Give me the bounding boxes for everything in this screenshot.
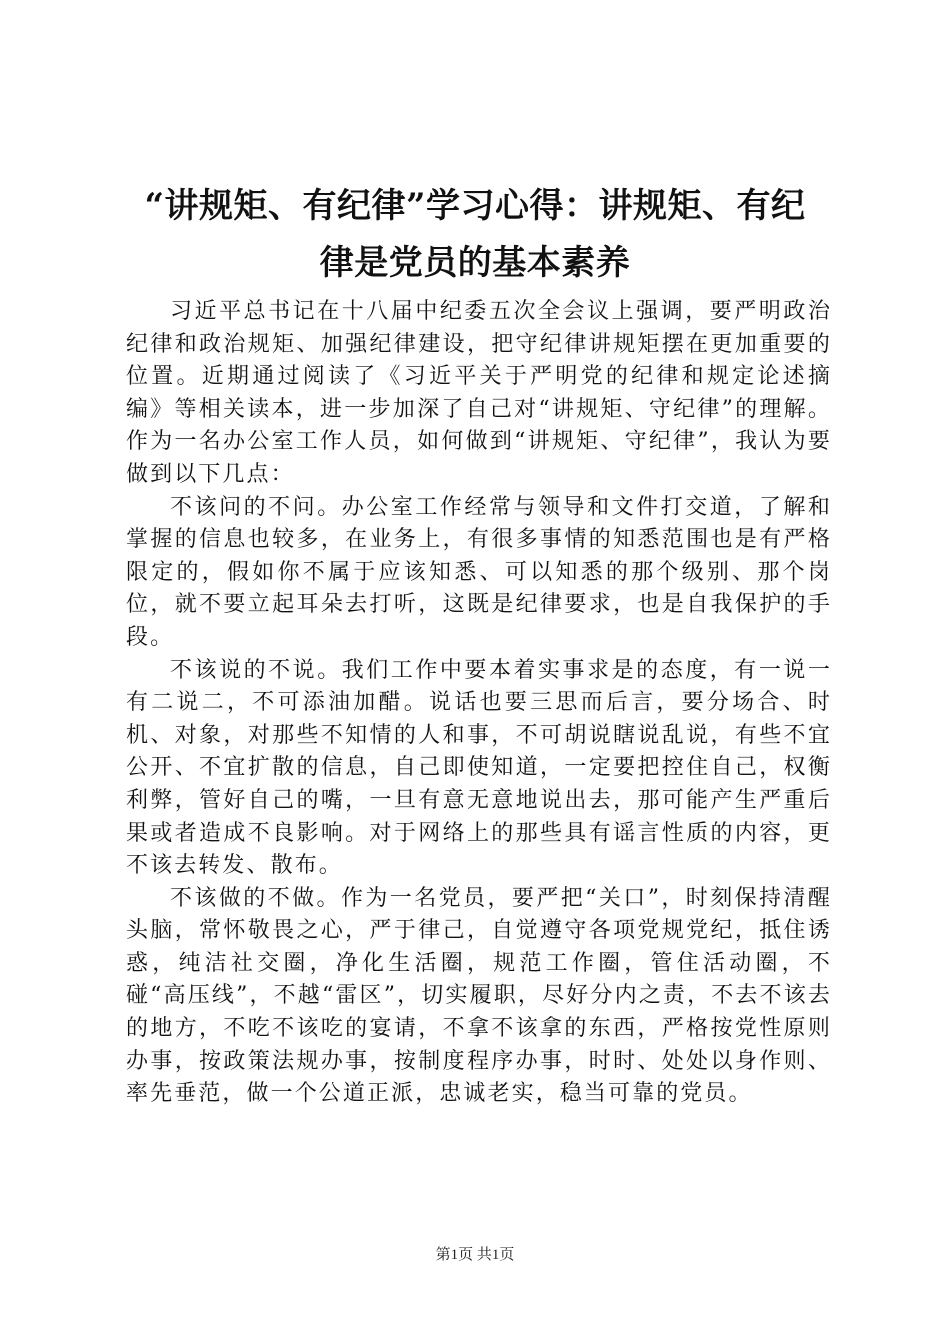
title-line-2: 律是党员的基本素养: [319, 243, 631, 283]
page-footer: 第1页 共1页: [435, 1247, 515, 1263]
document-body: [126, 296, 832, 1111]
document-title: [118, 178, 832, 292]
paragraph-intro: 习近平总书记在十八届中纪委五次全会议上强调，要严明政治纪律和政治规矩、加强纪律建设，把守纪律讲规矩摆在更加重要的位置。近期通过阅读了《习近平关于严明党的纪律和规定论述摘编》等相关读本，进一步加深了自己对“讲规矩、守纪律”的理解。作为一名办公室工作人员，如何做到“讲规矩、守纪律”，我认为要做到以下几点：: [126, 299, 832, 487]
title-line-1: “讲规矩、有纪律”学习心得：讲规矩、有纪: [144, 186, 806, 226]
paragraph-dont-do: 不该做的不做。作为一名党员，要严把“关口”，时刻保持清醒头脑，常怀敬畏之心，严于律己，自觉遵守各项党规党纪，抵住诱惑，纯洁社交圈，净化生活圈，规范工作圈，管住活动圈，不碰“高压线”，不越“雷区”，切实履职，尽好分内之责，不去不该去的地方，不吃不该吃的宴请，不拿不该拿的东西，严格按党性原则办事，按政策法规办事，按制度程序办事，时时、处处以身作则、率先垂范，做一个公道正派，忠诚老实，稳当可靠的党员。: [126, 885, 832, 1107]
paragraph-dont-say: 不该说的不说。我们工作中要本着实事求是的态度，有一说一有二说二，不可添油加醋。说话也要三思而后言，要分场合、时机、对象，对那些不知情的人和事，不可胡说瞎说乱说，有些不宜公开、不宜扩散的信息，自己即使知道，一定要把控住自己，权衡利弊，管好自己的嘴，一旦有意无意地说出去，那可能产生严重后果或者造成不良影响。对于网络上的那些具有谣言性质的内容，更不该去转发、散布。: [126, 657, 832, 879]
paragraph-dont-ask: 不该问的不问。办公室工作经常与领导和文件打交道，了解和掌握的信息也较多，在业务上，有很多事情的知悉范围也是有严格限定的，假如你不属于应该知悉、可以知悉的那个级别、那个岗位，就不要立起耳朵去打听，这既是纪律要求，也是自我保护的手段。: [126, 494, 832, 650]
